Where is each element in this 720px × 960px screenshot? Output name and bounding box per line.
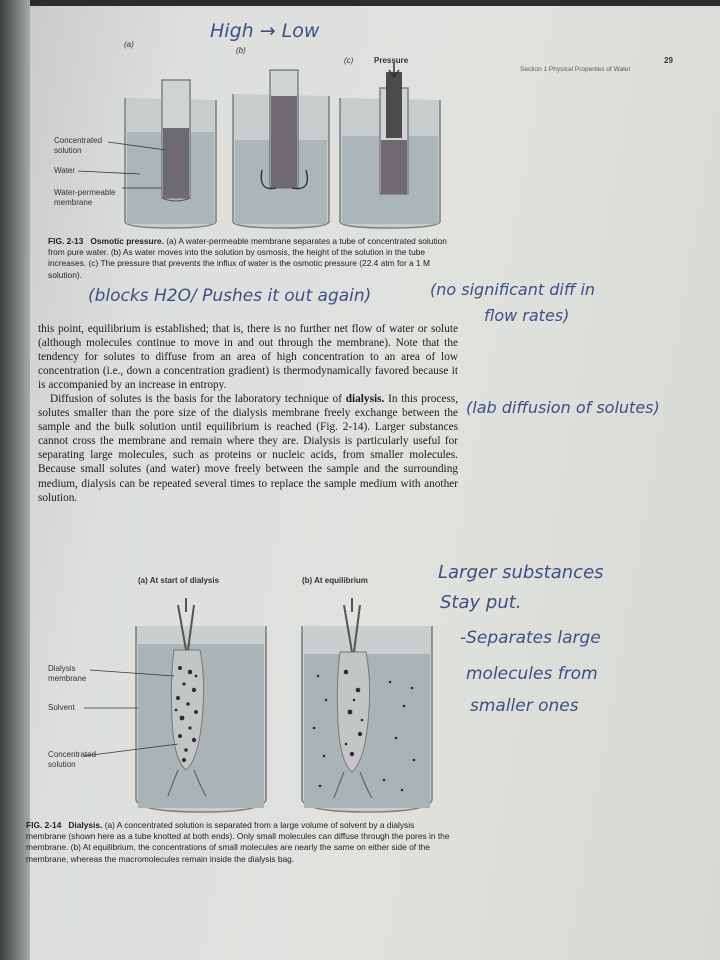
label-solvent: Solvent — [48, 703, 75, 712]
fig14-caption-title: Dialysis. — [68, 820, 103, 830]
note-molecules-from: molecules from — [466, 664, 598, 684]
paragraph-dialysis-rest: In this process, solutes smaller than the pore size of the dialysis membrane freely exchange between the sample and the bulk solution until equilibrium is reached (Fig. 2-14). Larger substances cannot cross the membrane and remain where they are. Dialysis is particularly useful for separating large molecules, such as proteins or nucleic acids, from smaller molecules. Because small solutes (and water) move freely between the sample and the surrounding medium, dialysis can be repeated several times to replace the sample medium with another solution. — [38, 393, 459, 504]
fig14-caption-label: FIG. 2-14 — [26, 820, 62, 830]
note-stay-put: Stay put. — [440, 592, 522, 613]
label-concentrated-solution: Concentrated solution — [54, 136, 103, 155]
note-blocks-water: (blocks H2O/ Pushes it out again) — [88, 286, 372, 306]
fig13-caption-label: FIG. 2-13 — [48, 236, 84, 246]
page-number: 29 — [664, 56, 673, 65]
note-larger-substances: Larger substances — [438, 562, 604, 583]
note-high-low: High → Low — [210, 20, 320, 42]
label-concentrated-solution-2: Concentrated solution — [48, 750, 97, 769]
running-header: Section 1 Physical Properties of Water — [520, 66, 631, 73]
fig13-panel-c: (c) — [344, 56, 354, 65]
term-dialysis: dialysis. — [345, 393, 385, 406]
fig13-panel-a: (a) — [124, 40, 134, 49]
note-lab-diffusion: (lab diffusion of solutes) — [466, 398, 660, 417]
note-smaller-ones: smaller ones — [470, 696, 579, 716]
paragraph-equilibrium: this point, equilibrium is established; that is, there is no further net flow of water or solute (although molecules continue to move in and out through the membrane). Note that the tendency for solutes to diffuse from an area of high concentration to an area of low concentration (i.e., down a concentration gradient) is thermodynamically favored because it is accompanied by an increase in entropy. — [38, 323, 458, 392]
fig13-panel-b: (b) — [236, 46, 246, 55]
label-water-permeable-membrane: Water-permeable membrane — [54, 188, 116, 207]
fig13-caption-title: Osmotic pressure. — [90, 236, 164, 246]
fig13-caption-text: (a) A water-permeable membrane separates a tube of concentrated solution from pure water. (b) As water moves into the solution by osmosis, the height of the solution in the tube increases. (c) The pressure that prevents the influx of water is the osmotic pressure (22.4 atm for a 1 M solution). — [48, 236, 447, 280]
fig14-caption — [26, 820, 456, 865]
fig14-panel-a-title: (a) At start of dialysis — [138, 576, 220, 585]
fig14-panel-b-title: (b) At equilibrium — [302, 576, 368, 585]
dialysis-beaker-a — [136, 598, 266, 812]
paragraph-dialysis-start: Diffusion of solutes is the basis for the laboratory technique of — [50, 393, 342, 406]
label-water: Water — [54, 166, 76, 175]
note-no-significant-diff: (no significant diff in — [430, 280, 596, 299]
pressure-label: Pressure — [374, 56, 409, 65]
dialysis-beaker-b — [302, 598, 432, 812]
note-separates-large: -Separates large — [460, 628, 601, 648]
fig14-caption-text: (a) A concentrated solution is separated from a large volume of solvent by a dialysis membrane (shown here as a tube knotted at both ends). Only small molecules can diffuse through the pores in the membrane. (b) At equilibrium, the concentrations of small molecules are nearly the same on either side of the membrane, whereas the macromolecules remain inside the dialysis bag. — [26, 820, 450, 864]
note-flow-rates: flow rates) — [484, 306, 570, 325]
label-dialysis-membrane: Dialysis membrane — [48, 664, 87, 683]
